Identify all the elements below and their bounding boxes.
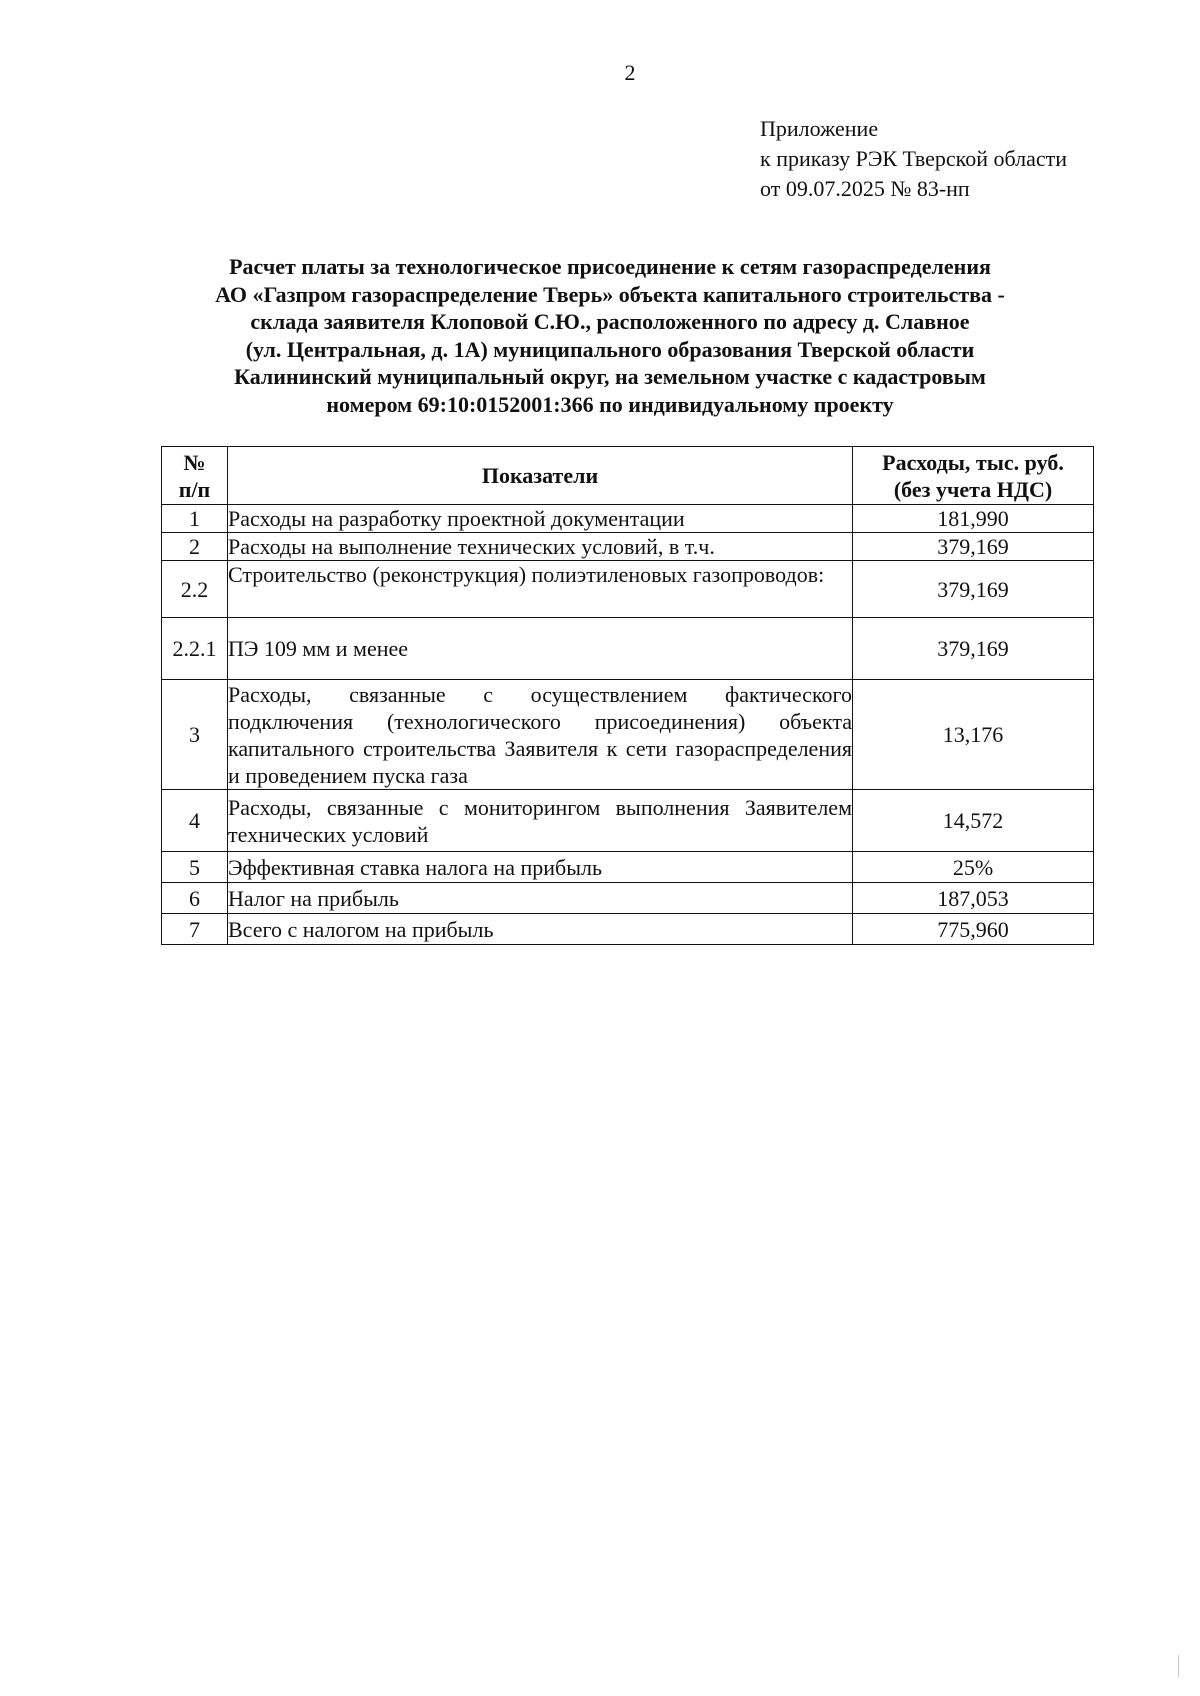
calculation-table [161,446,1094,945]
row-indicator: Налог на прибыль [228,883,853,914]
header-value [853,447,1094,505]
title-line: АО «Газпром газораспределение Тверь» объекта капитального строительства - [215,281,1005,307]
header-number-line1: № [183,449,206,475]
table-row [162,561,1094,618]
row-value: 379,169 [853,618,1094,680]
header-indicators: Показатели [228,447,853,505]
row-indicator: Всего с налогом на прибыль [228,914,853,945]
table-header-row [162,447,1094,505]
table-row [162,914,1094,945]
row-number: 2.2.1 [162,618,228,680]
title-line: номером 69:10:0152001:366 по индивидуальному проекту [326,391,894,417]
document-title [160,253,1060,418]
row-indicator: ПЭ 109 мм и менее [228,618,853,680]
row-value: 379,169 [853,533,1094,561]
row-number: 5 [162,852,228,883]
appendix-order-ref: к приказу РЭК Тверской области [760,146,1068,171]
row-number: 6 [162,883,228,914]
appendix-order-date: от 09.07.2025 № 83-нп [760,176,970,201]
table-row [162,505,1094,533]
row-indicator: Эффективная ставка налога на прибыль [228,852,853,883]
table-row [162,790,1094,852]
row-indicator: Строительство (реконструкция) полиэтиленовых газопроводов: [228,561,853,618]
row-value: 14,572 [853,790,1094,852]
title-line: склада заявителя Клоповой С.Ю., расположенного по адресу д. Славное [250,309,970,334]
row-indicator: Расходы на разработку проектной документации [228,505,853,533]
row-number: 7 [162,914,228,945]
table-row [162,852,1094,883]
table-row [162,883,1094,914]
title-line: Калининский муниципальный округ, на земельном участке с кадастровым [234,364,986,389]
row-indicator: Расходы, связанные с мониторингом выполнения Заявителем технических условий [228,790,853,852]
table-row [162,680,1094,790]
header-number-line2: п/п [178,476,211,502]
row-value: 25% [853,852,1094,883]
row-number: 2.2 [162,561,228,618]
row-number: 4 [162,790,228,852]
header-number [162,447,228,505]
row-indicator: Расходы, связанные с осуществлением фактического подключения (технологического присоединения) объекта капитального строительства Заявителя к сети газораспределения и проведением пуска газа [228,681,852,788]
table-row [162,618,1094,680]
appendix-label: Приложение [760,116,879,141]
row-number: 2 [162,533,228,561]
page-number: 2 [624,60,636,85]
row-number: 1 [162,505,228,533]
table-row [162,533,1094,561]
row-value: 13,176 [853,680,1094,790]
scan-edge-mark [1178,1655,1179,1677]
row-value: 187,053 [853,883,1094,914]
row-indicator: Расходы на выполнение технических условий, в т.ч. [228,533,853,561]
row-number: 3 [162,680,228,790]
appendix-block [760,114,1067,204]
title-line: (ул. Центральная, д. 1А) муниципального образования Тверской области [245,336,975,362]
row-value: 775,960 [853,914,1094,945]
title-line: Расчет платы за технологическое присоединение к сетям газораспределения [229,254,991,279]
header-value-line2: (без учета НДС) [893,476,1053,502]
row-value: 181,990 [853,505,1094,533]
header-value-line1: Расходы, тыс. руб. [882,449,1064,475]
row-value: 379,169 [853,561,1094,618]
